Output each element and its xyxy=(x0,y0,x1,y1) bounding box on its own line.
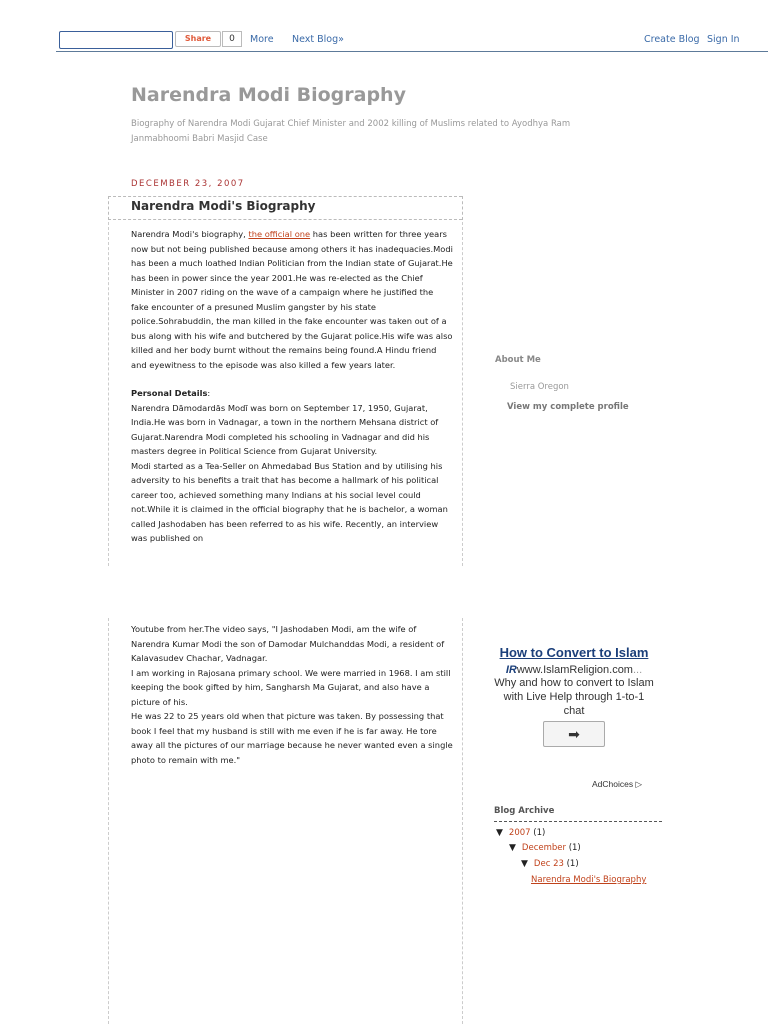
post-body-lower xyxy=(131,622,453,767)
expand-triangle-icon[interactable]: ▼ xyxy=(509,843,516,853)
blog-description: Biography of Narendra Modi Gujarat Chief Minister and 2002 killing of Muslims related to Ayodhya Ram Janmabhoomi Babri Masjid Case xyxy=(131,119,571,144)
arrow-right-icon: ➡ xyxy=(568,726,580,742)
ad-title-link[interactable]: How to Convert to Islam xyxy=(499,645,649,660)
islam-religion-logo-icon: IR xyxy=(505,664,517,676)
expand-triangle-icon[interactable]: ▼ xyxy=(521,859,528,869)
post-title[interactable]: Narendra Modi's Biography xyxy=(131,199,316,213)
post-paragraph: Narendra Dāmodardās Modī was born on September 17, 1950, Gujarat, India.He was born in Vadnagar, a town in the northern Mehsana district of Gujarat.Narendra Modi completed his schooling in Vadnagar and did his masters degree in Political Science from Gujarat University. xyxy=(131,402,439,456)
archive-year-2007[interactable]: ▼ 2007 (1) xyxy=(496,828,546,838)
view-profile-link[interactable]: View my complete profile xyxy=(507,402,629,412)
expand-triangle-icon[interactable]: ▼ xyxy=(496,828,503,838)
post-paragraph: Modi started as a Tea-Seller on Ahmedabad Bus Station and by utilising his adversity to his benefits a trait that has become a hallmark of his political career too, achieved something many Indians at his social level could not.While it is claimed in the official biography that he is bachelor, a woman called Jashodaben has been referred to as his wife. Recently, an interview was published on xyxy=(131,460,448,543)
more-link[interactable]: More xyxy=(250,34,274,45)
column-divider-left-lower xyxy=(108,618,109,1024)
column-divider-right-lower xyxy=(462,618,463,1024)
blog-title[interactable]: Narendra Modi Biography xyxy=(131,84,406,106)
share-button[interactable]: Share xyxy=(175,31,221,47)
post-paragraph: I am working in Rajosana primary school. We were married in 1968. I am still keeping the book gifted by him, Sangharsh Ma Gujarat, and also have a picture of his. xyxy=(131,667,451,707)
post-title-box-left xyxy=(108,196,109,220)
post-date: DECEMBER 23, 2007 xyxy=(131,179,245,189)
official-biography-link[interactable]: the official one xyxy=(248,229,311,239)
blog-archive-heading: Blog Archive xyxy=(494,806,555,816)
ad-arrow-button[interactable] xyxy=(543,721,605,747)
blog-archive-divider xyxy=(494,821,662,822)
navbar-divider xyxy=(56,51,768,52)
ad-description: Why and how to convert to Islam with Live Help through 1-to-1 chat xyxy=(494,677,654,717)
sign-in-link[interactable]: Sign In xyxy=(707,34,740,45)
post-paragraph: Narendra Modi's biography, the official one has been written for three years now but not being published because among others it has inadequacies.Modi has been a much loathed Indian Politician from the Indian state of Gujarat.He has been in power since the year 2001.He was re-elected as the Chief Minister in 2007 riding on the wave of a campaign where he justified the fake encounter of a presuned Muslim gangster by his state police.Sohrabuddin, the man killed in the fake encounter was taken out of a bus along with his wife and butchered by the Gujarat police.His wife was also killed and her body burnt without the remains being found.A Hindu friend and eyewitness to the episode was also killed a few years later. xyxy=(131,229,453,370)
column-divider-left xyxy=(108,222,109,566)
personal-details-heading: Personal Details: xyxy=(131,388,211,398)
create-blog-link[interactable]: Create Blog xyxy=(644,34,700,45)
share-count: 0 xyxy=(222,31,242,47)
ad-url[interactable]: IRwww.IslamReligion.com... xyxy=(505,664,643,676)
adchoices-icon: ▷ xyxy=(635,779,643,789)
next-blog-link[interactable]: Next Blog» xyxy=(292,34,344,45)
post-body-upper xyxy=(131,227,453,546)
profile-name: Sierra Oregon xyxy=(510,382,569,392)
archive-post-link[interactable]: Narendra Modi's Biography xyxy=(531,875,647,885)
post-title-box-right xyxy=(462,196,463,220)
blogger-navbar xyxy=(0,0,768,52)
post-paragraph: He was 22 to 25 years old when that picture was taken. By possessing that book I feel that my husband is still with me even if he is far away. He tore away all the pictures of our marriage because he never wanted even a single photo to remain with me." xyxy=(131,711,453,765)
about-me-heading: About Me xyxy=(495,355,541,365)
ad-unit xyxy=(494,645,654,747)
search-input[interactable] xyxy=(59,31,173,49)
adchoices-link[interactable]: AdChoices ▷ xyxy=(592,779,643,789)
post-paragraph: Youtube from her.The video says, "I Jashodaben Modi, am the wife of Narendra Kumar Modi the son of Damodar Mulchanddas Modi, a resident of Kalavasudev Chachar, Vadnagar. xyxy=(131,624,445,663)
column-divider-right xyxy=(462,222,463,566)
archive-day-dec-23[interactable]: ▼ Dec 23 (1) xyxy=(521,859,579,869)
archive-month-december[interactable]: ▼ December (1) xyxy=(509,843,581,853)
